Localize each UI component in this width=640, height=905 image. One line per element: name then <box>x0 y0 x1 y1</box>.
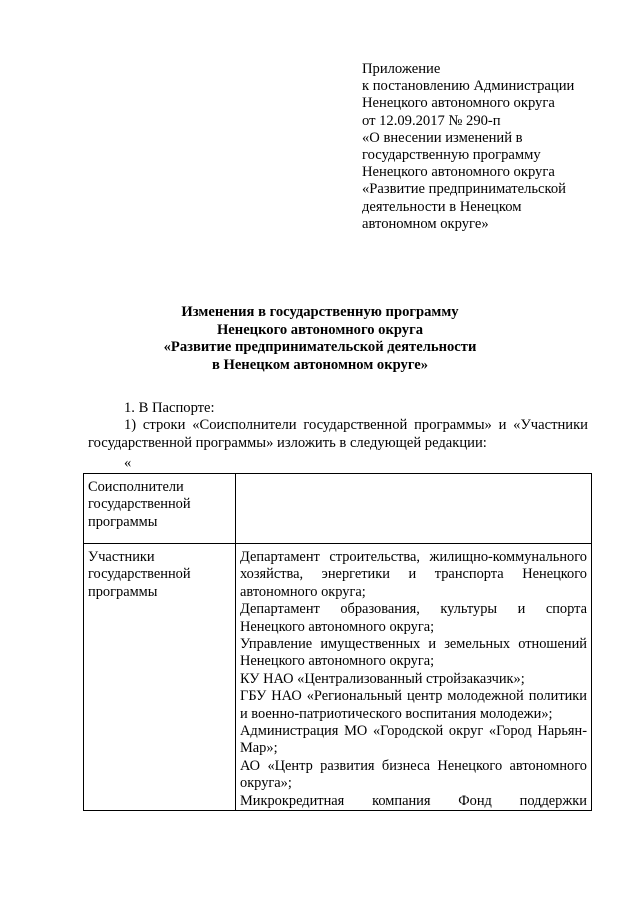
body-text <box>88 400 588 452</box>
changes-table <box>83 473 592 811</box>
table-row <box>84 544 592 811</box>
participant-item: АО «Центр развития бизнеса Ненецкого автономного округа»; <box>240 757 587 792</box>
document-heading <box>60 304 580 374</box>
heading-line: в Ненецком автономном округе» <box>211 356 429 373</box>
row-label-participants: Участники государственной программы <box>84 544 236 811</box>
appendix-line: «О внесении изменений в <box>362 129 523 146</box>
appendix-line: от 12.09.2017 № 290-п <box>362 112 501 129</box>
participant-item: Микрокредитная компания Фонд поддержки <box>240 792 587 809</box>
appendix-block <box>362 61 612 233</box>
appendix-line: государственную программу <box>362 147 541 164</box>
row-value-co-executors <box>236 474 592 544</box>
heading-line: Ненецкого автономного округа <box>216 321 424 338</box>
heading-line: «Развитие предпринимательской деятельности <box>163 339 477 356</box>
participant-item: КУ НАО «Централизованный стройзаказчик»; <box>240 670 525 687</box>
appendix-line: деятельности в Ненецком <box>362 198 522 215</box>
participant-item: Управление имущественных и земельных отношений Ненецкого автономного округа; <box>240 636 587 670</box>
appendix-line: Ненецкого автономного округа <box>362 164 555 181</box>
opening-quote: « <box>124 455 132 471</box>
appendix-line: Ненецкого автономного округа <box>362 95 555 112</box>
participant-item: Департамент образования, культуры и спорта Ненецкого автономного округа; <box>240 601 587 635</box>
appendix-line: автономном округе» <box>362 215 489 232</box>
appendix-line: к постановлению Администрации <box>362 78 575 95</box>
row-value-participants <box>236 544 592 811</box>
participant-item: Департамент строительства, жилищно-коммунального хозяйства, энергетики и транспорта Ненецкого автономного округа; <box>240 549 587 600</box>
participant-item: Администрация МО «Городской округ «Город Нарьян-Мар»; <box>240 723 587 757</box>
paragraph-passport: 1. В Паспорте: <box>124 400 215 416</box>
table-row <box>84 474 592 544</box>
paragraph-rows-instruction: 1) строки «Соисполнители государственной программы» и «Участники государственной программы» изложить в следующей редакции: <box>88 417 588 451</box>
appendix-line: «Развитие предпринимательской <box>362 181 566 198</box>
participant-item: ГБУ НАО «Региональный центр молодежной политики и военно-патриотического воспитания молодежи»; <box>240 688 587 722</box>
row-label-co-executors: Соисполнители государственной программы <box>84 474 236 544</box>
heading-line: Изменения в государственную программу <box>181 304 459 320</box>
appendix-line: Приложение <box>362 61 441 77</box>
